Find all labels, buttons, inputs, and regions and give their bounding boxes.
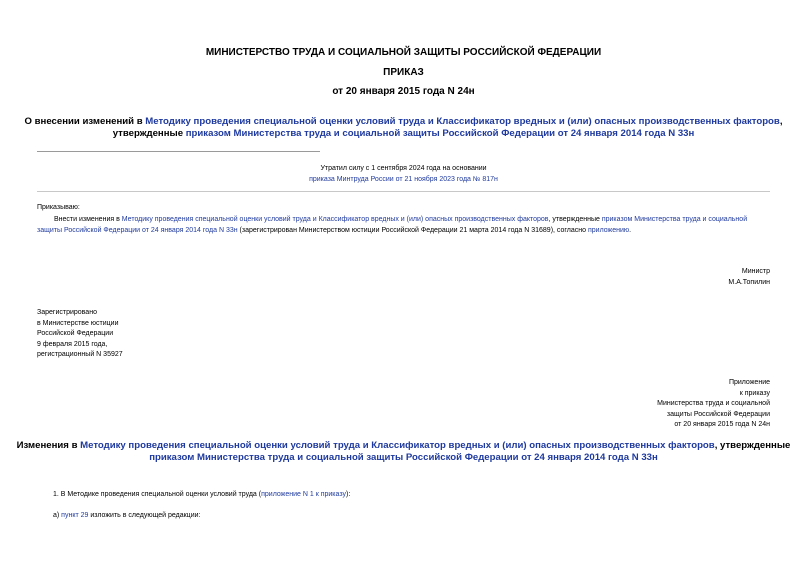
order-33n-link[interactable]: приказом Министерства труда и социальной защиты Российской Федерации от 24 января 2014 года N 33н xyxy=(37,216,748,234)
order-word: ПРИКАЗ xyxy=(383,67,424,78)
registration-line: регистрационный N 35927 xyxy=(37,351,123,358)
heading-text: О внесении изменений в xyxy=(24,116,146,127)
item-text: а) xyxy=(53,512,62,519)
registration-block xyxy=(37,308,123,361)
item-1 xyxy=(53,491,350,498)
signer-title: Министр xyxy=(741,268,770,275)
heading-text: Изменения в xyxy=(16,440,81,451)
appendix-block xyxy=(657,378,770,431)
point-29-link[interactable]: пункт 29 xyxy=(61,512,89,519)
methodology-link[interactable]: Методику проведения специальной оценки условий труда и Классификатор вредных и (или) опасных производственных факторов xyxy=(145,116,780,127)
heading-text: , xyxy=(779,116,783,127)
appendix-line: Министерства труда и социальной xyxy=(657,400,770,407)
divider xyxy=(37,151,320,152)
item-a xyxy=(53,512,200,519)
changes-heading xyxy=(0,440,807,464)
appendix-line: к приказу xyxy=(739,389,770,397)
order-date: от 20 января 2015 года N 24н xyxy=(332,86,475,97)
order-33n-link[interactable]: приказом Министерства труда и социальной защиты Российской Федерации от 24 января 2014 года N 33н xyxy=(185,128,695,139)
ministry-title: МИНИСТЕРСТВО ТРУДА И СОЦИАЛЬНОЙ ЗАЩИТЫ РОССИЙСКОЙ ФЕДЕРАЦИИ xyxy=(205,47,602,58)
body-text: Внести изменения в xyxy=(54,216,122,223)
heading-text: утвержденные xyxy=(112,128,186,139)
signer-name: М.А.Топилин xyxy=(728,279,770,286)
methodology-link[interactable]: Методику проведения специальной оценки условий труда и Классификатор вредных и (или) опасных производственных факторов xyxy=(121,216,549,223)
expired-text: Утратил силу с 1 сентября 2024 года на основании xyxy=(320,165,487,172)
body-text: , утвержденные xyxy=(548,216,602,223)
item-text: 1. В Методике проведения специальной оценки условий труда ( xyxy=(53,491,262,498)
methodology-link[interactable]: Методику проведения специальной оценки условий труда и Классификатор вредных и (или) опасных производственных факторов xyxy=(80,440,715,451)
appendix-line: Приложение xyxy=(728,379,770,386)
item-text: изложить в следующей редакции: xyxy=(88,512,201,519)
prikaz-label: Приказываю: xyxy=(37,204,80,211)
appendix-1-link[interactable]: приложение N 1 к приказу xyxy=(261,491,346,498)
registration-line: Российской Федерации xyxy=(37,330,114,337)
appendix-link[interactable]: приложению xyxy=(587,227,630,234)
heading-text: , утвержденные xyxy=(714,440,791,451)
divider xyxy=(37,191,770,192)
registration-line: в Министерстве юстиции xyxy=(37,319,119,327)
item-text: ): xyxy=(345,491,351,498)
appendix-line: защиты Российской Федерации xyxy=(666,410,770,418)
registration-line: Зарегистрировано xyxy=(37,309,97,316)
appendix-line: от 20 января 2015 года N 24н xyxy=(674,421,770,428)
order-heading xyxy=(0,116,807,140)
body-text: (зарегистрирован Министерством юстиции Российской Федерации 21 марта 2014 года N 31689), согласно xyxy=(237,227,588,234)
order-body xyxy=(37,214,770,236)
order-817n-link[interactable]: приказа Минтруда России от 21 ноября 2023 года № 817н xyxy=(309,176,498,183)
registration-line: 9 февраля 2015 года, xyxy=(37,340,108,348)
signer-block xyxy=(728,266,770,288)
order-33n-link[interactable]: приказом Министерства труда и социальной защиты Российской Федерации от 24 января 2014 года N 33н xyxy=(149,452,658,463)
expired-notice xyxy=(37,163,770,185)
body-text: . xyxy=(629,227,632,234)
